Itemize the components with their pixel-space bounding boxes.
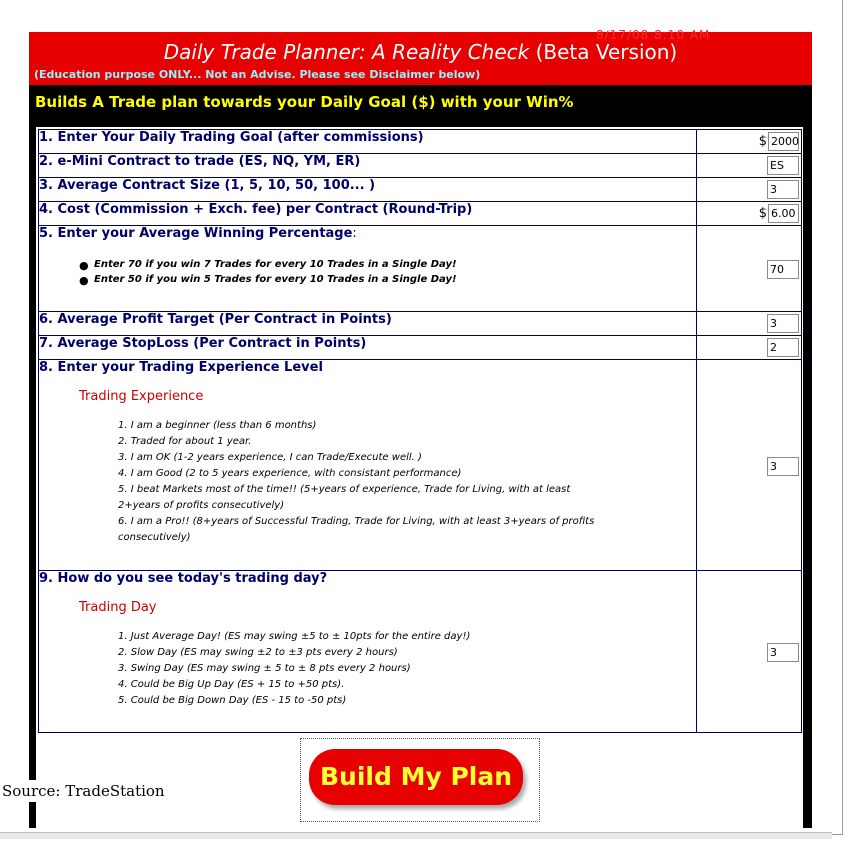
bullet-icon: ● bbox=[79, 274, 89, 287]
list-item: 4. I am Good (2 to 5 years experience, with consistant performance) bbox=[118, 468, 462, 479]
question-label: 7. Average StopLoss (Per Contract in Points) bbox=[39, 336, 697, 360]
list-item: 3. I am OK (1-2 years experience, I can Trade/Execute well. ) bbox=[118, 452, 422, 463]
question-label: 1. Enter Your Daily Trading Goal (after commissions) bbox=[39, 130, 697, 154]
list-item: 1. I am a beginner (less than 6 months) bbox=[118, 420, 317, 431]
question-row-6 bbox=[39, 312, 802, 336]
title-main: Daily Trade Planner: A Reality Check bbox=[163, 40, 530, 64]
banner-text: Builds A Trade plan towards your Daily Goal ($) with your Win% bbox=[35, 93, 574, 111]
question-row-2 bbox=[39, 154, 802, 178]
question-label: 8. Enter your Trading Experience Level bbox=[39, 360, 323, 375]
question-label: 2. e-Mini Contract to trade (ES, NQ, YM, ER) bbox=[39, 154, 697, 178]
build-plan-button[interactable]: Build My Plan bbox=[309, 749, 523, 805]
label-colon: : bbox=[352, 226, 357, 241]
stoploss-input[interactable]: 2 bbox=[767, 338, 799, 357]
planner-panel bbox=[29, 32, 812, 828]
experience-options bbox=[118, 418, 696, 546]
list-item: 1. Just Average Day! (ES may swing ±5 to ± 10pts for the entire day!) bbox=[118, 631, 471, 642]
question-row-8 bbox=[39, 360, 802, 571]
disclaimer-note: (Education purpose ONLY... Not an Advise. Please see Disclaimer below) bbox=[34, 68, 481, 81]
sub-heading: Trading Day bbox=[79, 600, 157, 615]
list-item: consecutively) bbox=[118, 532, 191, 543]
trading-day-input[interactable]: 3 bbox=[767, 643, 799, 662]
window-bottom-edge bbox=[0, 832, 832, 839]
questions-table bbox=[38, 129, 802, 733]
win-percentage-input[interactable]: 70 bbox=[767, 260, 799, 279]
hint-list bbox=[79, 259, 696, 285]
list-item: 2+years of profits consecutively) bbox=[118, 500, 285, 511]
list-item: 6. I am a Pro!! (8+years of Successful Trading, Trade for Living, with at least 3+years of profits bbox=[118, 516, 595, 527]
list-item: 2. Traded for about 1 year. bbox=[118, 436, 252, 447]
question-label: 3. Average Contract Size (1, 5, 10, 50, 100... ) bbox=[39, 178, 697, 202]
plan-form bbox=[36, 127, 803, 828]
trading-day-options bbox=[118, 629, 696, 709]
experience-input[interactable]: 3 bbox=[767, 457, 799, 476]
currency-symbol: $ bbox=[758, 206, 767, 221]
question-row-9 bbox=[39, 571, 802, 733]
list-item: 5. I beat Markets most of the time!! (5+years of experience, Trade for Living, with at least bbox=[118, 484, 571, 495]
question-label: 6. Average Profit Target (Per Contract in Points) bbox=[39, 312, 697, 336]
question-label: 4. Cost (Commission + Exch. fee) per Contract (Round-Trip) bbox=[39, 202, 697, 226]
question-row-4 bbox=[39, 202, 802, 226]
bullet-icon: ● bbox=[79, 259, 89, 272]
cost-input[interactable]: 6.00 bbox=[768, 204, 799, 223]
currency-symbol: $ bbox=[758, 134, 767, 149]
title-version: (Beta Version) bbox=[529, 40, 678, 64]
list-item: 2. Slow Day (ES may swing ±2 to ±3 pts every 2 hours) bbox=[118, 647, 398, 658]
source-caption: Source: TradeStation bbox=[2, 782, 165, 800]
question-row-5 bbox=[39, 226, 802, 312]
contract-size-input[interactable]: 3 bbox=[767, 180, 799, 199]
page-title bbox=[29, 40, 812, 64]
question-row-3 bbox=[39, 178, 802, 202]
list-item: 5. Could be Big Down Day (ES - 15 to -50 pts) bbox=[118, 695, 347, 706]
list-item: ● Enter 70 if you win 7 Trades for every 10 Trades in a Single Day! bbox=[79, 259, 457, 272]
profit-target-input[interactable]: 3 bbox=[767, 314, 799, 333]
list-item: 4. Could be Big Up Day (ES + 15 to +50 pts). bbox=[118, 679, 345, 690]
contract-input[interactable]: ES bbox=[767, 156, 799, 175]
list-item: 3. Swing Day (ES may swing ± 5 to ± 8 pts every 2 hours) bbox=[118, 663, 411, 674]
timestamp: 8/17/08 8:10 AM bbox=[596, 28, 711, 42]
question-row-7 bbox=[39, 336, 802, 360]
list-item: ● Enter 50 if you win 5 Trades for every 10 Trades in a Single Day! bbox=[79, 274, 457, 287]
question-label: 5. Enter your Average Winning Percentage bbox=[39, 226, 353, 241]
question-row-1 bbox=[39, 130, 802, 154]
daily-goal-input[interactable]: 2000 bbox=[768, 132, 799, 151]
question-label: 9. How do you see today's trading day? bbox=[39, 571, 328, 586]
button-focus-box bbox=[300, 738, 540, 822]
sub-heading: Trading Experience bbox=[79, 389, 204, 404]
